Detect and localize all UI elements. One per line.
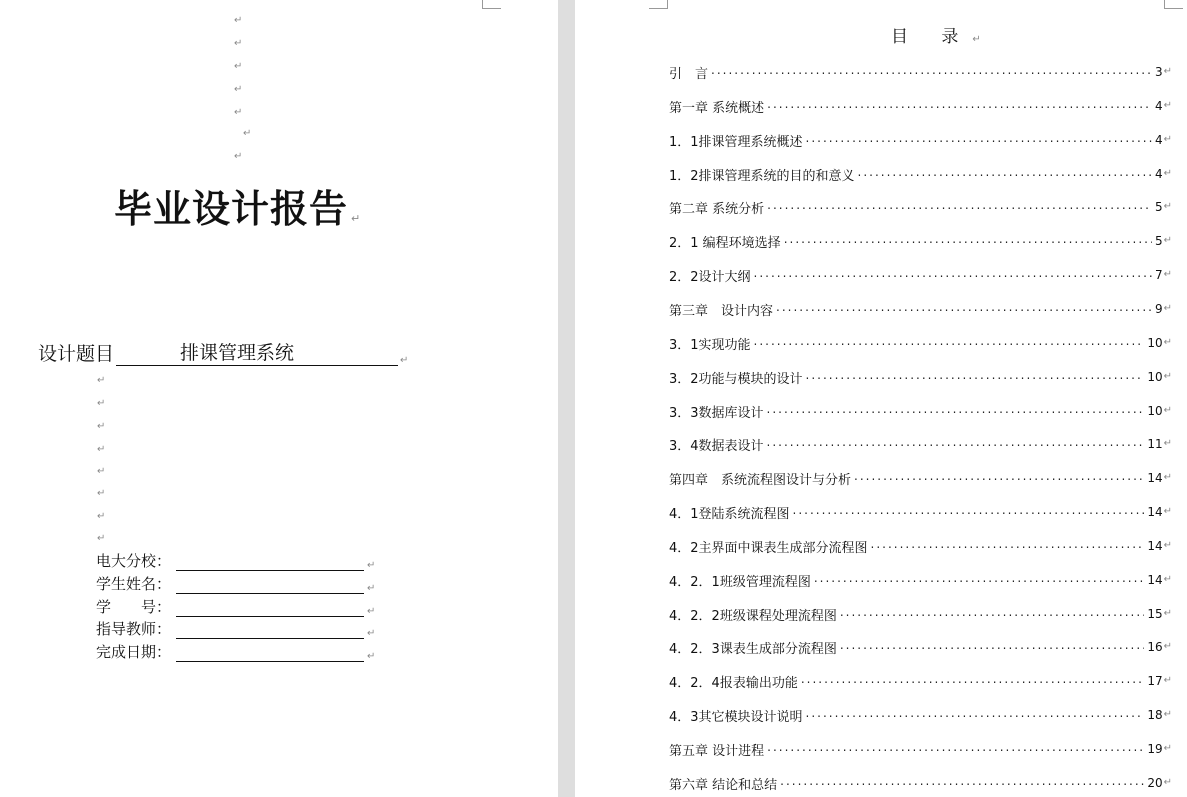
toc-entry-page: 3 — [1154, 65, 1163, 79]
paragraph-mark: ↵ — [1163, 235, 1172, 246]
paragraph-mark: ↵ — [1163, 201, 1172, 212]
paragraph-mark: ↵ — [97, 488, 106, 499]
toc-entry[interactable] — [669, 299, 1172, 319]
toc-entry-page: 11 — [1147, 437, 1163, 451]
toc-entry-page: 4 — [1154, 99, 1163, 113]
field-label: 学 号： — [96, 598, 172, 616]
toc-entry-title: 第六章 结论和总结 — [669, 777, 778, 793]
paragraph-mark: ↵ — [1163, 743, 1172, 754]
paragraph-mark: ↵ — [1163, 371, 1172, 382]
toc-heading — [891, 22, 981, 47]
paragraph-mark: ↵ — [1163, 641, 1172, 652]
field-branch-school — [96, 551, 375, 571]
toc-entry[interactable] — [669, 265, 1172, 285]
toc-entry[interactable] — [669, 434, 1172, 454]
topic-blank — [116, 338, 398, 366]
paragraph-mark: ↵ — [97, 466, 106, 477]
paragraph-mark: ↵ — [367, 651, 376, 662]
paragraph-mark: ↵ — [1163, 675, 1172, 686]
toc-entry-title: 4．2．2班级课程处理流程图 — [669, 608, 837, 624]
toc-entry-page: 4 — [1154, 133, 1163, 147]
toc-entry[interactable] — [669, 197, 1172, 217]
toc-entry-title: 2．1 编程环境选择 — [669, 235, 781, 251]
toc-entry-page: 5 — [1154, 234, 1163, 248]
field-blank — [176, 600, 364, 617]
toc-entry[interactable] — [669, 637, 1172, 657]
toc-leader-dots — [806, 705, 1145, 725]
toc-leader-dots — [767, 197, 1152, 217]
paragraph-mark: ↵ — [1163, 540, 1172, 551]
toc-leader-dots — [814, 570, 1145, 590]
paragraph-mark: ↵ — [367, 560, 376, 571]
toc-entry-page: 16 — [1147, 640, 1163, 654]
toc-entry[interactable] — [669, 502, 1172, 522]
toc-entry[interactable] — [669, 570, 1172, 590]
toc-entry-title: 3．1实现功能 — [669, 337, 751, 353]
toc-entry-title: 引 言 — [669, 66, 709, 82]
toc-entry-title: 4．1登陆系统流程图 — [669, 506, 790, 522]
field-blank — [176, 645, 364, 662]
paragraph-mark: ↵ — [234, 38, 243, 49]
field-completion-date — [96, 642, 375, 662]
toc-leader-dots — [711, 62, 1152, 82]
toc-leader-dots — [767, 434, 1145, 454]
toc-entry[interactable] — [669, 536, 1172, 556]
toc-leader-dots — [806, 130, 1152, 150]
crop-mark — [1164, 0, 1183, 9]
paragraph-mark: ↵ — [234, 107, 243, 118]
field-label: 学生姓名： — [96, 575, 172, 593]
toc-entry[interactable] — [669, 401, 1172, 421]
toc-entry[interactable] — [669, 333, 1172, 353]
toc-entry[interactable] — [669, 671, 1172, 691]
paragraph-mark: ↵ — [97, 375, 106, 386]
field-label: 指导教师： — [96, 620, 172, 638]
toc-entry[interactable] — [669, 96, 1172, 116]
paragraph-mark: ↵ — [1163, 303, 1172, 314]
toc-leader-dots — [840, 604, 1145, 624]
cover-page — [0, 0, 558, 797]
toc-entry-title: 第三章 设计内容 — [669, 303, 774, 319]
topic-label: 设计题目 — [38, 343, 115, 365]
toc-entry-page: 10 — [1147, 336, 1163, 350]
toc-entry-title: 2．2设计大纲 — [669, 269, 751, 285]
paragraph-mark: ↵ — [1163, 709, 1172, 720]
paragraph-mark: ↵ — [351, 212, 362, 225]
paragraph-mark: ↵ — [1163, 100, 1172, 111]
paragraph-mark: ↵ — [234, 61, 243, 72]
toc-entry-title: 3．2功能与模块的设计 — [669, 371, 803, 387]
toc-leader-dots — [801, 671, 1145, 691]
toc-leader-dots — [754, 333, 1145, 353]
paragraph-mark: ↵ — [367, 628, 376, 639]
toc-entry-title: 第五章 设计进程 — [669, 743, 765, 759]
field-student-name — [96, 574, 375, 594]
toc-entry-title: 1．2排课管理系统的目的和意义 — [669, 168, 855, 184]
toc-entry-title: 第一章 系统概述 — [669, 100, 765, 116]
topic-value: 排课管理系统 — [180, 342, 295, 364]
paragraph-mark: ↵ — [1163, 168, 1172, 179]
paragraph-mark: ↵ — [1163, 337, 1172, 348]
paragraph-mark: ↵ — [1163, 777, 1172, 788]
toc-entry-title: 4．3其它模块设计说明 — [669, 709, 803, 725]
toc-leader-dots — [793, 502, 1145, 522]
field-advisor — [96, 619, 375, 639]
toc-entry-page: 10 — [1147, 404, 1163, 418]
toc-entry-page: 20 — [1147, 776, 1163, 790]
paragraph-mark: ↵ — [234, 15, 243, 26]
toc-entry-title: 第四章 系统流程图设计与分析 — [669, 472, 852, 488]
paragraph-mark: ↵ — [1163, 574, 1172, 585]
toc-leader-dots — [806, 367, 1145, 387]
field-blank — [176, 622, 364, 639]
toc-entry-page: 10 — [1147, 370, 1163, 384]
toc-entry-page: 14 — [1147, 471, 1163, 485]
toc-entry-page: 19 — [1147, 742, 1163, 756]
paragraph-mark: ↵ — [1163, 134, 1172, 145]
toc-leader-dots — [784, 231, 1152, 251]
paragraph-mark: ↵ — [400, 355, 409, 366]
toc-entry[interactable] — [669, 130, 1172, 150]
paragraph-mark: ↵ — [243, 128, 252, 139]
field-label: 完成日期： — [96, 643, 172, 661]
paragraph-mark: ↵ — [367, 606, 376, 617]
toc-entry[interactable] — [669, 604, 1172, 624]
toc-entry-title: 4．2．3课表生成部分流程图 — [669, 641, 837, 657]
paragraph-mark: ↵ — [1163, 438, 1172, 449]
toc-entry-page: 18 — [1147, 708, 1163, 722]
paragraph-mark: ↵ — [234, 151, 243, 162]
toc-entry-page: 17 — [1147, 674, 1163, 688]
toc-entry[interactable] — [669, 705, 1172, 725]
toc-entry-page: 5 — [1154, 200, 1163, 214]
paragraph-mark: ↵ — [1163, 608, 1172, 619]
toc-leader-dots — [840, 637, 1145, 657]
toc-entry-page: 14 — [1147, 573, 1163, 587]
paragraph-mark: ↵ — [97, 444, 106, 455]
paragraph-mark: ↵ — [1163, 472, 1172, 483]
design-topic — [38, 338, 408, 366]
toc-leader-dots — [767, 739, 1144, 759]
toc-entry[interactable] — [669, 468, 1172, 488]
paragraph-mark: ↵ — [97, 533, 106, 544]
toc-entry-title: 3．3数据库设计 — [669, 405, 764, 421]
toc-entry[interactable] — [669, 773, 1172, 793]
toc-entry-title: 4．2主界面中课表生成部分流程图 — [669, 540, 868, 556]
toc-leader-dots — [780, 773, 1144, 793]
paragraph-mark: ↵ — [1163, 66, 1172, 77]
toc-entry-page: 15 — [1147, 607, 1163, 621]
toc-leader-dots — [858, 164, 1152, 184]
toc-entry[interactable] — [669, 62, 1172, 82]
toc-entry-title: 第二章 系统分析 — [669, 201, 765, 217]
toc-entry-page: 14 — [1147, 539, 1163, 553]
paragraph-mark: ↵ — [972, 34, 981, 45]
report-title — [114, 178, 361, 233]
toc-entry-title: 3．4数据表设计 — [669, 438, 764, 454]
toc-entry[interactable] — [669, 739, 1172, 759]
crop-mark — [482, 0, 501, 9]
toc-leader-dots — [854, 468, 1144, 488]
paragraph-mark: ↵ — [367, 583, 376, 594]
toc-entry-title: 1．1排课管理系统概述 — [669, 134, 803, 150]
paragraph-mark: ↵ — [234, 84, 243, 95]
toc-leader-dots — [754, 265, 1152, 285]
report-title-text: 毕业设计报告 — [114, 187, 349, 231]
paragraph-mark: ↵ — [1163, 506, 1172, 517]
toc-leader-dots — [767, 96, 1152, 116]
field-label: 电大分校： — [96, 552, 172, 570]
paragraph-mark: ↵ — [97, 421, 106, 432]
paragraph-mark: ↵ — [1163, 269, 1172, 280]
toc-entry[interactable] — [669, 367, 1172, 387]
toc-entry[interactable] — [669, 231, 1172, 251]
paragraph-mark: ↵ — [1163, 405, 1172, 416]
field-student-id — [96, 597, 375, 617]
toc-entry-page: 14 — [1147, 505, 1163, 519]
toc-leader-dots — [767, 401, 1145, 421]
crop-mark — [649, 0, 668, 9]
toc-leader-dots — [776, 299, 1152, 319]
toc-entry[interactable] — [669, 164, 1172, 184]
toc-entry-title: 4．2．4报表输出功能 — [669, 675, 798, 691]
toc-heading-text: 目 录 — [891, 27, 973, 47]
paragraph-mark: ↵ — [97, 398, 106, 409]
toc-leader-dots — [871, 536, 1145, 556]
field-blank — [176, 577, 364, 594]
paragraph-mark: ↵ — [97, 511, 106, 522]
toc-entry-page: 9 — [1154, 302, 1163, 316]
toc-entry-title: 4．2．1班级管理流程图 — [669, 574, 811, 590]
toc-entry-page: 7 — [1154, 268, 1163, 282]
toc-entry-page: 4 — [1154, 167, 1163, 181]
field-blank — [176, 554, 364, 571]
